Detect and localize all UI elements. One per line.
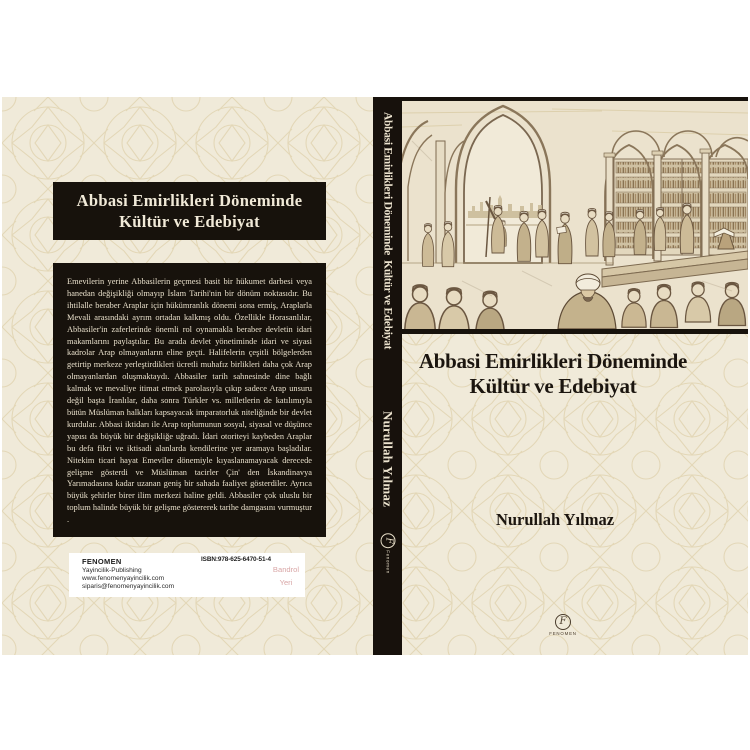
back-title-line1: Abbasi Emirlikleri Döneminde bbox=[76, 191, 303, 210]
bandrol-placeholder bbox=[265, 563, 307, 589]
library-illustration bbox=[402, 97, 748, 334]
spine-author: Nurullah Yılmaz bbox=[380, 411, 396, 508]
spine-publisher-logo bbox=[380, 533, 395, 574]
front-title-line2: Kültür ve Edebiyat bbox=[469, 374, 637, 398]
publisher-tagline: Yayincilik-Publishing bbox=[82, 567, 142, 574]
back-description-text: Emevilerin yerine Abbasilerin geçmesi basit bir hükumet darbesi veya hanedan değişikliği olmayıp İslam Tarihi'nin bir dönüm noktasıdır. Bu ihtilalle beraber Araplar için hükümranlık dönemi sona ermiş, Araplarla Mevali arasındaki ayrım ortadan kalkmış oldu. Özellikle Horasanlılar, Abbasiler'in zaferlerinde önemli rol oynamakla beraber devletin idari makamlarını paylaştılar. Bu arada devlet yönetiminde idari ve siyasi kadrolar Arap olmayanların eline geçti. Halifelerin çeşitli bölgelerden getirtip merkeze yerleştirdikleri ücretli muhafız birlikleri daha çok Arap olmayanlardan oluşmaktaydı. Abbasiler tarih sahnesinde dine bağlı kalmak ve mevaliye itimat etmek parolasıyla çıkıp sadece Arap unsuru değil başta İranlılar, daha sonra Türkler vs. milletlerin de katılımıyla bütün Müslüman halkları kapsayacak imparatorluk niteliğinde bir devlet kurdular. Abbasi iktidarı ile Arap toplumunun sosyal, siyasal ve düşünce yapısı da büyük bir değişikliğe uğradı. İdari otoriteyi kaybeden Araplar bu defa fikri ve iktisadi alanlarda kendilerine yer aramaya başladılar. Nitekim ticari hayat Emeviler dönemiyle kıyaslanamayacak derecede gelişme gösterdi ve Müslüman tacirler Çin' den İskandinavya Yarımadasına kadar uzanan geniş bir sahada faaliyet gösterdiler. Ayrıca büyük şehirler birer ilim merkezi haline geldi. Abbasiler çok uluslu bir toplum halinde büyük bir gelişme göstererek tarihe damgasını vurmuştur . bbox=[67, 277, 312, 525]
bandrol-line2: Yeri bbox=[279, 578, 293, 587]
book-cover-spread bbox=[2, 97, 748, 655]
isbn-number: ISBN:978-625-6470-51-4 bbox=[201, 556, 271, 563]
publisher-box bbox=[69, 553, 305, 597]
front-publisher-logo bbox=[542, 614, 584, 636]
fenomen-logo-initial: F bbox=[559, 616, 567, 627]
back-cover bbox=[2, 97, 373, 655]
publisher-email: siparis@fenomenyayincilik.com bbox=[82, 583, 175, 590]
back-title-line2: Kültür ve Edebiyat bbox=[119, 212, 260, 231]
front-author: Nurullah Yılmaz bbox=[495, 510, 615, 529]
front-title-line1: Abbasi Emirlikleri Döneminde bbox=[418, 349, 688, 373]
library-scene-drawing bbox=[402, 101, 748, 329]
back-title-box bbox=[53, 182, 326, 240]
front-cover bbox=[402, 97, 748, 655]
fenomen-logo-word: FENOMEN bbox=[549, 631, 577, 636]
back-description-box bbox=[53, 263, 326, 537]
fenomen-logo-icon bbox=[555, 614, 571, 630]
publisher-name: FENOMEN bbox=[82, 557, 122, 566]
fenomen-logo-word: Fenomen bbox=[385, 550, 390, 574]
bandrol-line1: Bandrol bbox=[272, 565, 300, 574]
fenomen-logo-initial: F bbox=[383, 537, 393, 544]
fenomen-logo-icon bbox=[380, 533, 395, 548]
publisher-website: www.fenomenyayincilik.com bbox=[82, 575, 165, 582]
book-spine bbox=[373, 97, 402, 655]
spine-title: Abbasi Emirlikleri Döneminde Kültür ve Edebiyat bbox=[381, 112, 394, 350]
front-title bbox=[402, 349, 704, 399]
